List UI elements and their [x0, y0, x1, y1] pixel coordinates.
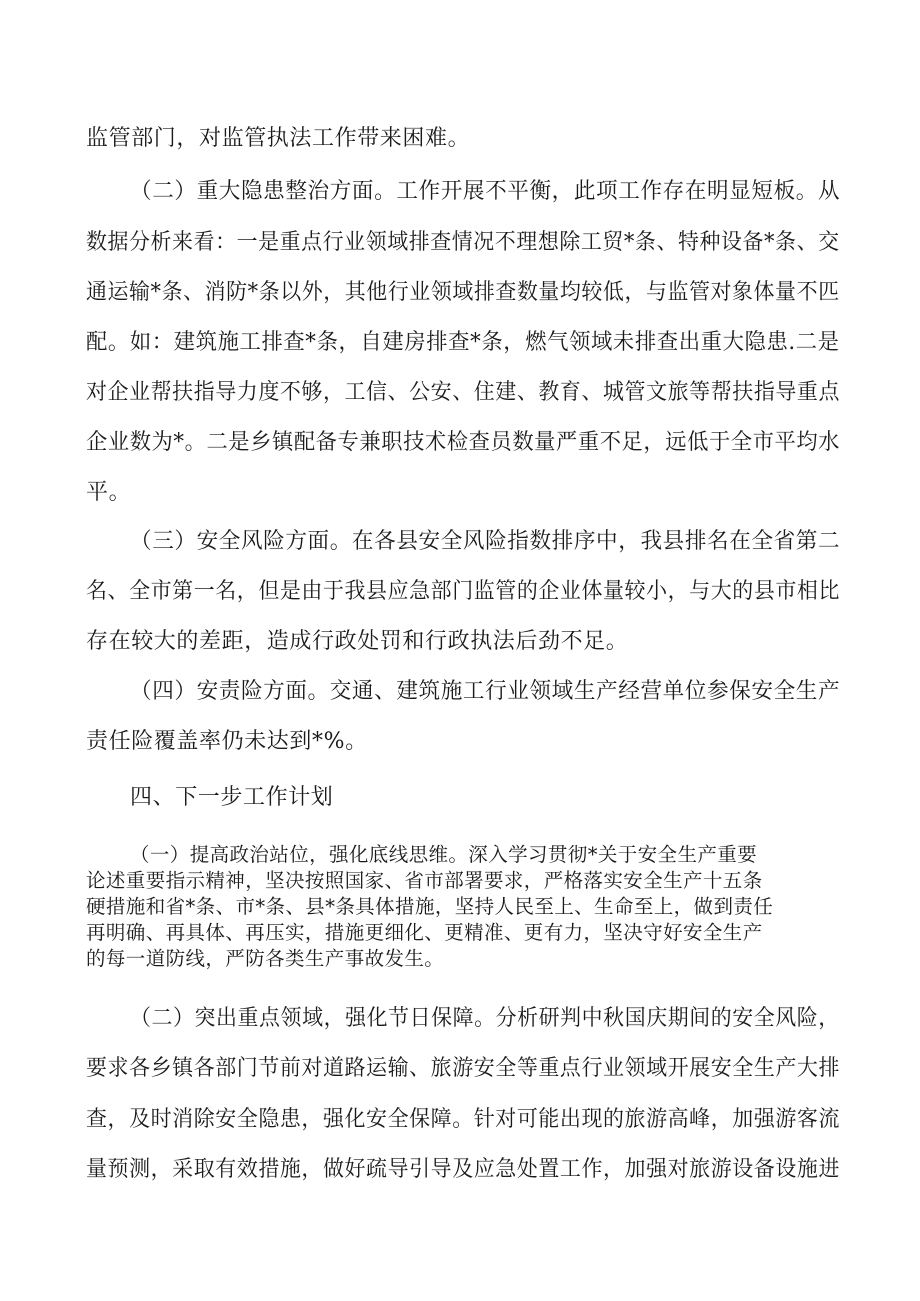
paragraph-line: 配。如：建筑施工排查*条，自建房排查*条，燃气领域未排查出重大隐患.二是 — [86, 330, 840, 355]
paragraph-line: 名、全市第一名，但是由于我县应急部门监管的企业体量较小，与大的县市相比 — [86, 579, 840, 604]
paragraph-line: 量预测，采取有效措施，做好疏导引导及应急处置工作，加强对旅游设备设施进 — [86, 1157, 840, 1182]
paragraph-line: （一）提高政治站位，强化底线思维。深入学习贯彻*关于安全生产重要 — [130, 843, 758, 866]
paragraph-line: （二）突出重点领域，强化节日保障。分析研判中秋国庆期间的安全风险， — [130, 1006, 840, 1031]
paragraph-line: （二）重大隐患整治方面。工作开展不平衡，此项工作存在明显短板。从 — [130, 179, 841, 204]
paragraph-line: 再明确、再具体、再压实，措施更细化、更精准、更有力，坚决守好安全生产 — [86, 921, 763, 944]
paragraph-line: 硬措施和省*条、市*条、县*条具体措施，坚持人民至上、生命至上，做到责任 — [86, 895, 774, 918]
paragraph-line: 存在较大的差距，造成行政处罚和行政执法后劲不足。 — [86, 629, 629, 654]
paragraph-line: 监管部门，对监管执法工作带来困难。 — [86, 126, 471, 151]
paragraph-line: （四）安责险方面。交通、建筑施工行业领域生产经营单位参保安全生产 — [130, 679, 841, 704]
paragraph-line: 论述重要指示精神，坚决按照国家、省市部署要求，严格落实安全生产十五条 — [86, 869, 763, 892]
paragraph-line: 数据分析来看：一是重点行业领域排查情况不理想除工贸*条、特种设备*条、交 — [86, 230, 840, 255]
paragraph-line: 企业数为*。二是乡镇配备专兼职技术检查员数量严重不足，远低于全市平均水 — [86, 430, 841, 455]
paragraph-line: 平。 — [86, 480, 132, 505]
paragraph-line: 通运输*条、消防*条以外，其他行业领域排查数量均较低，与监管对象体量不匹 — [86, 280, 840, 305]
paragraph-line: （三）安全风险方面。在各县安全风险指数排序中，我县排名在全省第二 — [130, 529, 841, 554]
section-heading: 四、下一步工作计划 — [130, 785, 334, 810]
paragraph-line: 的每一道防线，严防各类生产事故发生。 — [86, 947, 445, 970]
paragraph-line: 对企业帮扶指导力度不够，工信、公安、住建、教育、城管文旅等帮扶指导重点 — [86, 380, 840, 405]
paragraph-line: 责任险覆盖率仍未达到*%。 — [86, 729, 368, 754]
paragraph-line: 要求各乡镇各部门节前对道路运输、旅游安全等重点行业领域开展安全生产大排 — [86, 1056, 840, 1081]
paragraph-line: 查，及时消除安全隐患，强化安全保障。针对可能出现的旅游高峰，加强游客流 — [86, 1107, 840, 1132]
